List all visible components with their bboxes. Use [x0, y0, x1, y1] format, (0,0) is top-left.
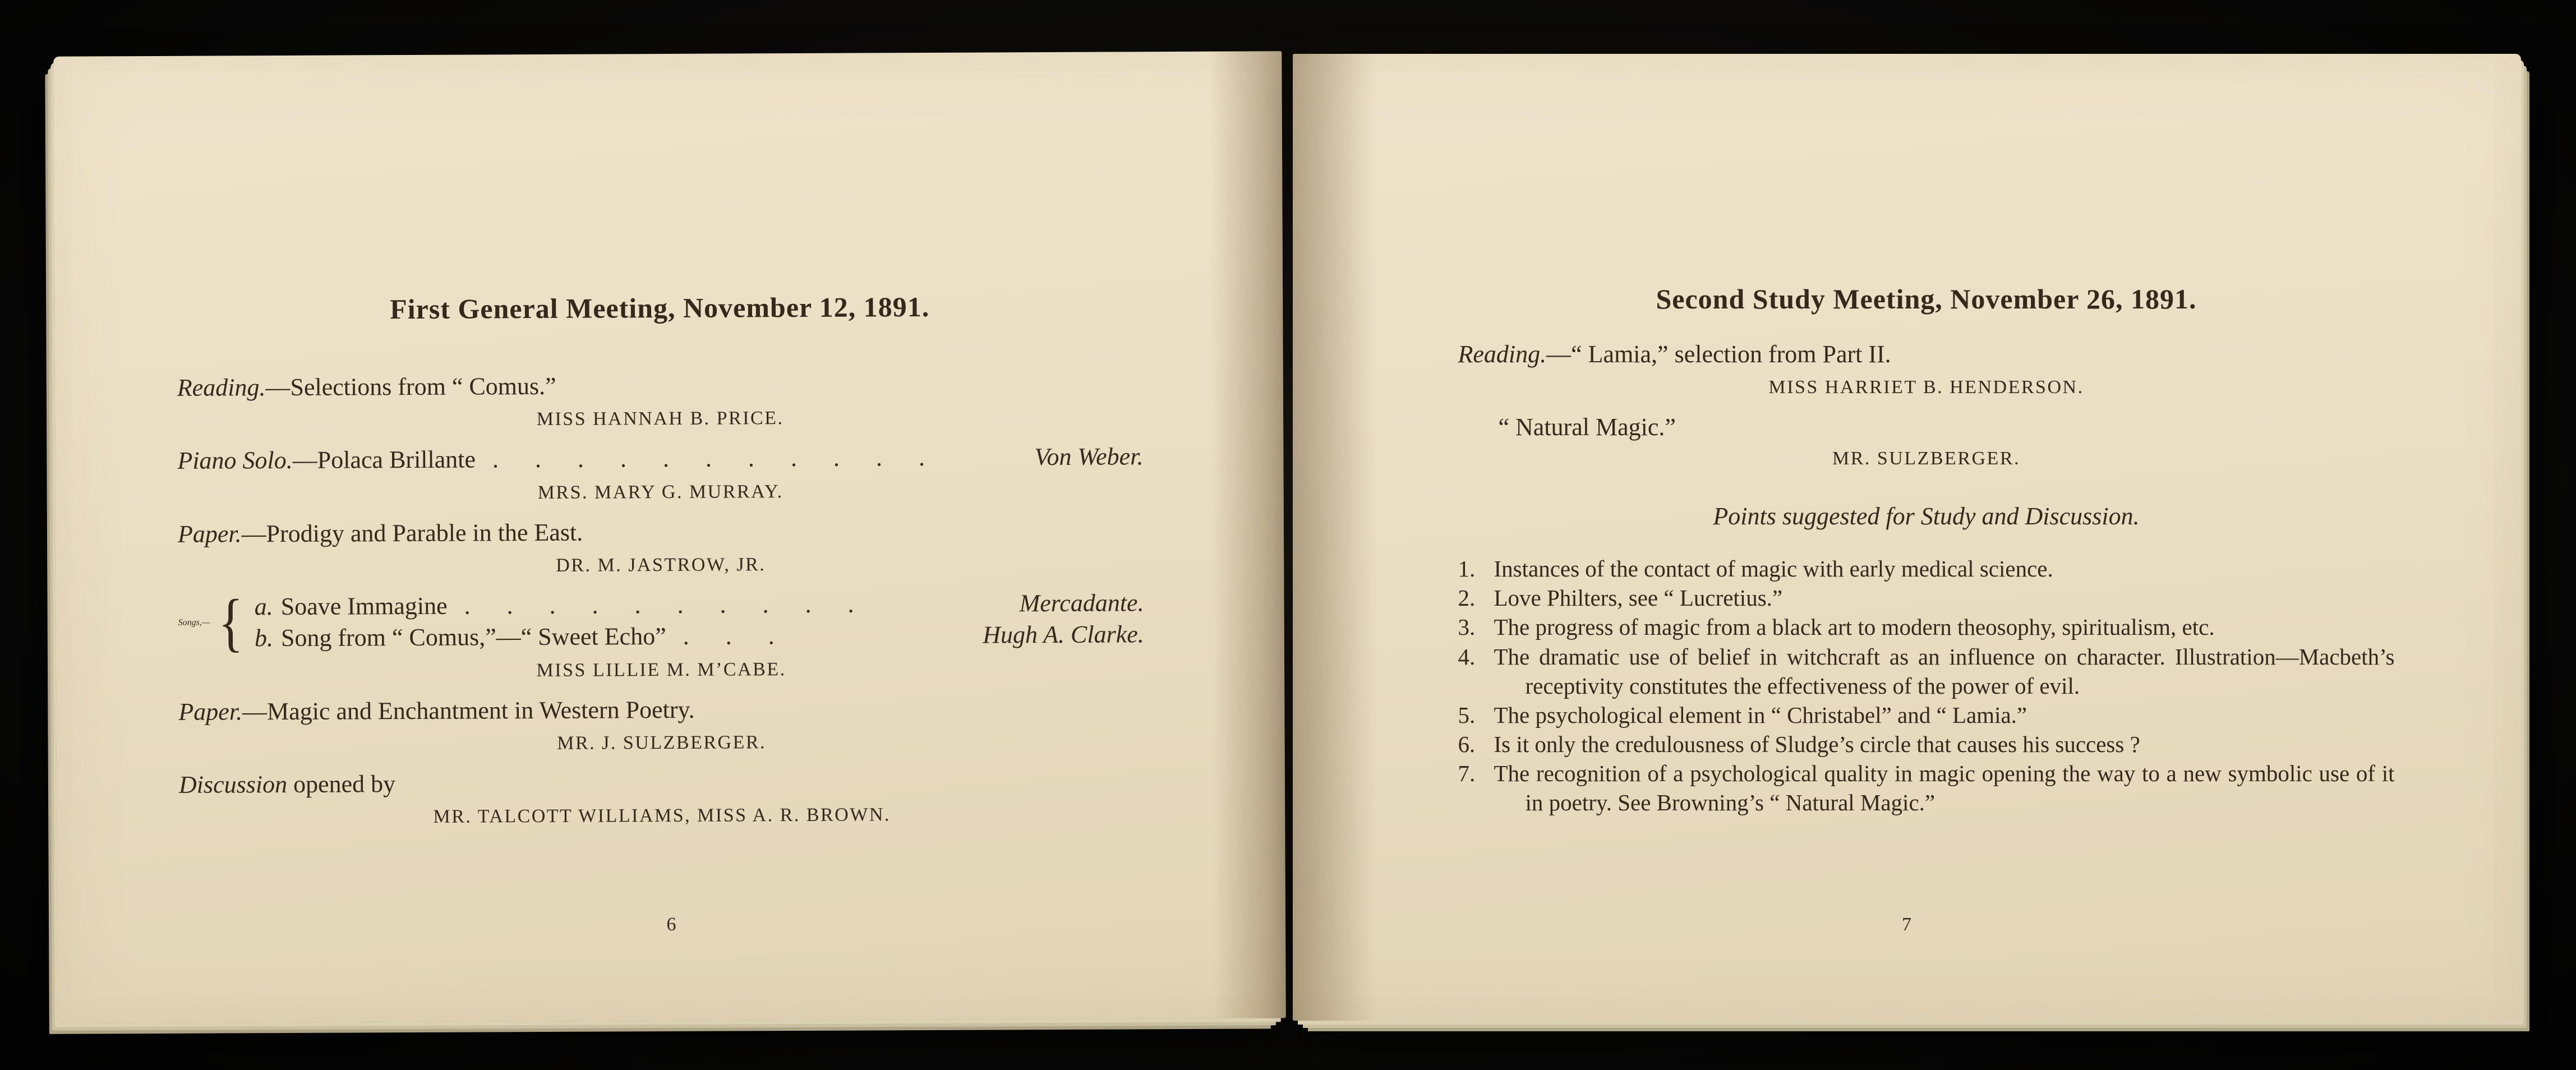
songs-row [178, 587, 1144, 659]
right-page [1293, 54, 2521, 1021]
entry-text: —Prodigy and Parable in the East. [241, 518, 583, 547]
song-letter: a. [254, 593, 273, 621]
point-item [1458, 642, 2395, 700]
entry-label: Paper. [177, 519, 242, 548]
point-item [1458, 759, 2395, 817]
composer-name: Mercadante. [1019, 589, 1144, 617]
study-entry-reading [1458, 339, 2395, 398]
program-entry-songs [178, 587, 1144, 682]
book-spread [56, 54, 2521, 1021]
point-item [1458, 583, 2395, 612]
point-text: The recognition of a psychological quality in magic opening the way to a new symbolic use of it in poetry. See Browning’s “ Natural Magic.” [1494, 760, 2395, 815]
meeting-title-left: First General Meeting, November 12, 1891. [389, 290, 929, 325]
point-number: 5. [1458, 702, 1476, 728]
entry-text: —Polaca Brillante [292, 445, 476, 474]
performer-name: MISS LILLIE M. M’CABE. [536, 658, 786, 681]
entry-text: —Selections from “ Comus.” [265, 372, 556, 402]
entry-label: Discussion [178, 770, 287, 799]
point-text: The psychological element in “ Christabel” and “ Lamia.” [1494, 702, 2027, 728]
dot-leader: . . . . . . . . . . [463, 590, 854, 620]
point-text: The progress of magic from a black art to modern theosophy, spiritualism, etc. [1494, 614, 2215, 640]
entry-label: Reading. [1458, 340, 1547, 368]
point-number: 7. [1458, 760, 1476, 786]
point-item [1458, 612, 2395, 642]
performer-name: MISS HANNAH B. PRICE. [536, 408, 784, 430]
performer-name: MR. TALCOTT WILLIAMS, MISS A. R. BROWN. [432, 804, 891, 828]
song-line-a [254, 587, 1144, 622]
page-number-left: 6 [666, 914, 676, 935]
brace-glyph: { [218, 587, 244, 659]
entry-label: Paper. [178, 697, 242, 726]
left-page [53, 51, 1286, 1023]
meeting-title-right: Second Study Meeting, November 26, 1891. [1656, 283, 2197, 315]
left-page-content [53, 51, 1285, 829]
song-lines [254, 587, 1144, 654]
dot-leader: . . . . . . . . . . . [492, 444, 925, 473]
point-number: 1. [1458, 556, 1476, 582]
right-page-content [1293, 54, 2521, 817]
composer-name: Hugh A. Clarke. [982, 620, 1144, 649]
point-number: 6. [1458, 731, 1476, 757]
entry-label: Songs,— [178, 617, 210, 628]
song-title: Song from “ Comus,”—“ Sweet Echo” [280, 622, 666, 652]
point-item [1458, 700, 2395, 730]
performer-name: MRS. MARY G. MURRAY. [537, 481, 784, 503]
performer-name: MR. SULZBERGER. [1832, 448, 2021, 469]
point-text: Is it only the credulousness of Sludge’s circle that causes his success ? [1494, 731, 2140, 757]
performer-name: MISS HARRIET B. HENDERSON. [1768, 377, 2084, 398]
entry-label: Reading. [177, 373, 266, 402]
point-item [1458, 730, 2395, 759]
performer-name: DR. M. JASTROW, JR. [555, 554, 766, 576]
song-letter: b. [254, 624, 273, 652]
entry-label: Piano Solo. [177, 446, 293, 475]
performer-name: MR. J. SULZBERGER. [556, 732, 766, 754]
point-number: 3. [1458, 614, 1476, 640]
entry-line [178, 765, 1144, 801]
program-entry-paper-western [178, 692, 1144, 756]
entry-line [178, 692, 1144, 728]
entry-line [177, 368, 1142, 404]
program-entry-paper-east [177, 514, 1143, 578]
program-entry-discussion [178, 765, 1144, 829]
point-text: Instances of the contact of magic with early medical science. [1494, 556, 2053, 582]
entry-text: “ Natural Magic.” [1498, 413, 1676, 441]
page-number-right: 7 [1902, 914, 1911, 935]
entry-line [177, 441, 1143, 477]
point-number: 4. [1458, 643, 1476, 670]
point-number: 2. [1458, 585, 1476, 611]
points-list [1458, 554, 2395, 817]
composer-name: Von Weber. [1034, 442, 1143, 471]
entry-text: —“ Lamia,” selection from Part II. [1546, 340, 1891, 368]
points-heading: Points suggested for Study and Discussion. [1713, 502, 2140, 531]
point-item [1458, 554, 2395, 583]
entry-line [1458, 339, 2395, 370]
point-text: The dramatic use of belief in witchcraft as an influence on character. Illustration—Macbeth’s receptivity constitutes the effectiveness of the power of evil. [1494, 643, 2395, 699]
program-entry-reading [177, 368, 1142, 432]
entry-line [177, 514, 1143, 550]
entry-text: opened by [287, 770, 395, 798]
program-entry-piano-solo [177, 441, 1143, 505]
dot-leader: . . . [683, 622, 775, 651]
song-title: Soave Immagine [280, 592, 448, 620]
entry-text: —Magic and Enchantment in Western Poetry. [242, 695, 695, 725]
study-entry-natural-magic [1458, 413, 2395, 469]
song-line-b [254, 619, 1144, 654]
point-text: Love Philters, see “ Lucretius.” [1494, 585, 1783, 611]
